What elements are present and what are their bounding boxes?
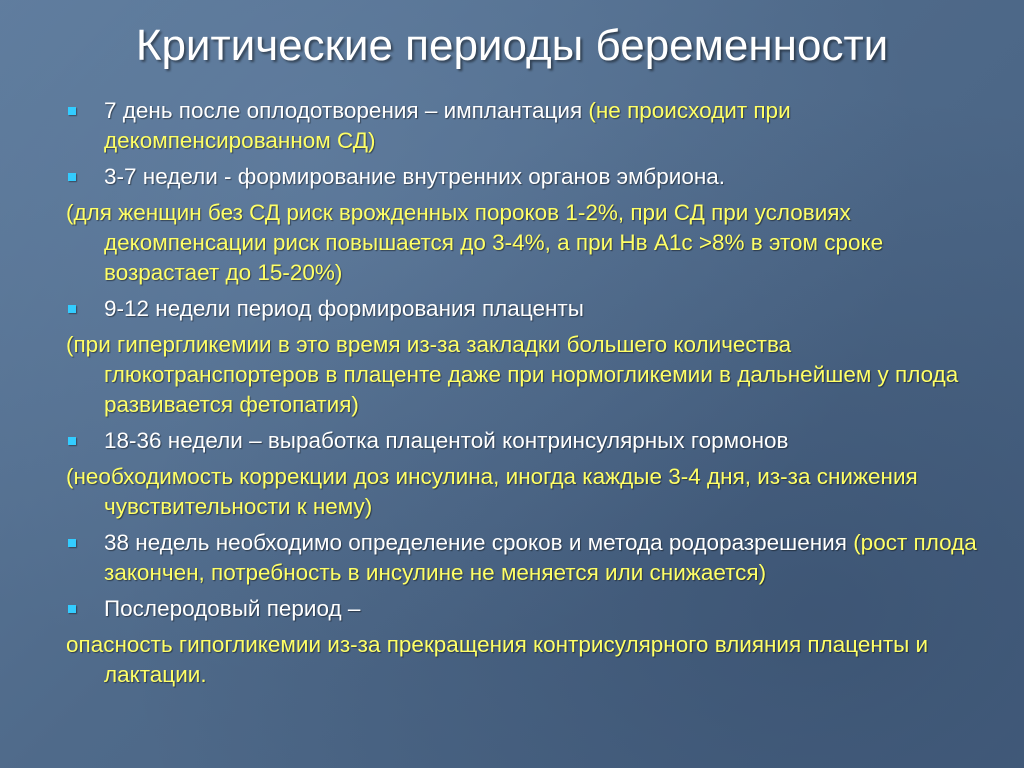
square-bullet-icon bbox=[68, 539, 76, 547]
item-text: 7 день после оплодотворения – имплантация bbox=[104, 98, 589, 123]
slide-title: Критические периоды беременности bbox=[135, 21, 889, 70]
item-note: (необходимость коррекции доз инсулина, иногда каждые 3-4 дня, из-за снижения чувствительности к нему) bbox=[66, 464, 918, 519]
item-note: (для женщин без СД риск врожденных пороков 1-2%, при СД при условиях декомпенсации риск повышается до 3-4%, а при Нв А1с >8% в этом сроке возрастает до 15-20%) bbox=[66, 200, 884, 285]
bullet-item-2 bbox=[64, 162, 984, 192]
square-bullet-icon bbox=[68, 107, 76, 115]
square-bullet-icon bbox=[68, 605, 76, 613]
bullet-item-3 bbox=[64, 294, 984, 324]
item-text: Послеродовый период – bbox=[104, 596, 361, 621]
bullet-item-4 bbox=[64, 426, 984, 456]
square-bullet-icon bbox=[68, 173, 76, 181]
bullet-item-1 bbox=[64, 96, 984, 156]
item-text: 3-7 недели - формирование внутренних органов эмбриона. bbox=[104, 164, 726, 189]
item-text: 9-12 недели период формирования плаценты bbox=[104, 296, 584, 321]
item-note: (при гипергликемии в это время из-за закладки большего количества глюкотранспортеров в плаценте даже при нормогликемии в дальнейшем у плода развивается фетопатия) bbox=[66, 332, 959, 417]
item-text: 38 недель необходимо определение сроков и метода родоразрешения bbox=[104, 530, 854, 555]
square-bullet-icon bbox=[68, 437, 76, 445]
bullet-item-5 bbox=[64, 528, 984, 588]
square-bullet-icon bbox=[68, 305, 76, 313]
item-note: опасность гипогликемии из-за прекращения контрисулярного влияния плаценты и лактации. bbox=[66, 632, 929, 687]
bullet-item-6 bbox=[64, 594, 984, 624]
item-highlight: (рост плода закончен, потребность в инсулине не меняется или снижается) bbox=[104, 530, 977, 585]
item-text: 18-36 недели – выработка плацентой контринсулярных гормонов bbox=[104, 428, 789, 453]
item-highlight: (не происходит при декомпенсированном СД) bbox=[104, 98, 791, 153]
slide-content bbox=[64, 96, 984, 696]
